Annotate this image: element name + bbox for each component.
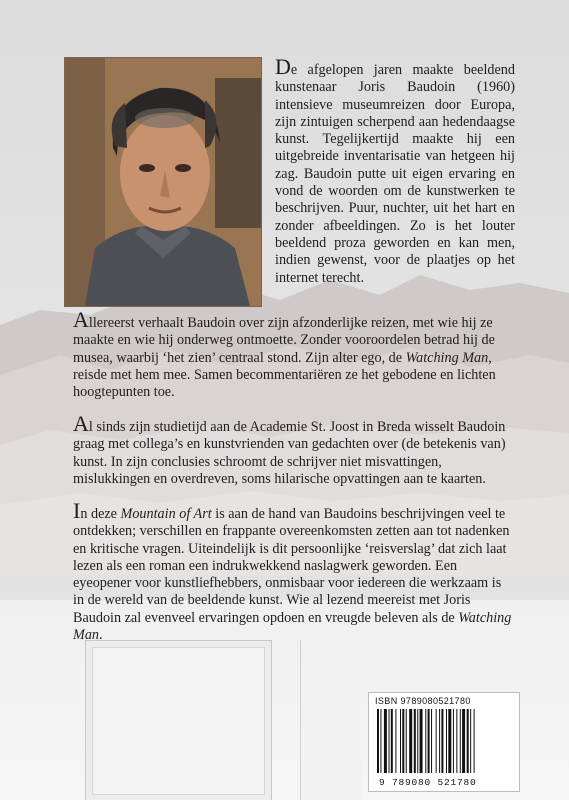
barcode-bar [470,709,471,773]
drop-initial: A [73,307,89,332]
portrait-painting [65,58,261,306]
barcode-bar [467,709,469,773]
isbn-barcode [368,692,520,792]
barcode-bar [448,709,451,773]
barcode-bar [456,709,457,773]
barcode-bar [400,709,401,773]
barcode-bar [446,709,447,773]
barcode-bar [406,709,407,773]
isbn-label: ISBN 9789080521780 [375,696,471,706]
alter-ego-name: Watching Man [73,609,512,644]
barcode-bar [474,709,475,773]
intro-paragraph [275,54,515,287]
barcode-bar [391,709,393,773]
barcode-bar [460,709,461,773]
journeys-paragraph [73,307,513,401]
paragraph-text: , reisde met hem mee. Samen becommentariëren ze het gebodene en lichten hoogtepunten toe. [73,349,496,401]
barcode-bar [409,709,412,773]
paragraph-text: is aan de hand van Baudoins beschrijvingen veel te ontdekken; verschillen en frappante overeenkomsten zetten aan tot nadenken en kritische vragen. Uiteindelijk is dit persoonlijke ‘reisverslag’ dat zich laat lezen als een roman een indrukwekkend naslagwerk geworden. Een eyeopener voor kunstliefhebbers, onmisbaar voor iedereen die werkzaam is in de wereld van de beeldende kunst. Wie al lezend meereist met Joris Baudoin zal evenveel ervaringen opdoen en vreugde beleven als de [73,506,510,626]
paragraph-text: llereerst verhaalt Baudoin over zijn afzonderlijke reizen, met wie hij ze maakte en wie hij onderweg ontmoette. Zonder vooroordelen betrad hij de musea, waarbij ‘het zien’ centraal stond. Zijn alter ego, de [73,315,495,366]
isbn-digits: 9 789080 521780 [379,777,477,788]
barcode-bar [441,709,443,773]
white-door [85,640,272,800]
barcode-bar [395,709,396,773]
barcode-bars [377,709,511,773]
alter-ego-name: Watching Man [405,349,489,366]
barcode-bar [431,709,432,773]
drop-initial: D [275,54,291,79]
barcode-bar [389,709,390,773]
drop-initial: A [73,411,89,436]
barcode-bar [377,709,379,773]
barcode-bar [425,709,426,773]
door-frame [300,640,361,800]
academy-paragraph [73,411,513,488]
paragraph-text: n deze [80,506,121,522]
barcode-bar [417,709,418,773]
barcode-bar [428,709,430,773]
barcode-bar [384,709,387,773]
author-portrait [64,57,262,307]
barcode-bar [380,709,381,773]
barcode-bar [462,709,465,773]
drop-initial: I [73,498,81,523]
barcode-bar [436,709,437,773]
barcode-bar [420,709,423,773]
book-title: Mountain of Art [120,506,212,522]
barcode-bar [402,709,404,773]
paragraph-text: l sinds zijn studietijd aan de Academie St. Joost in Breda wisselt Baudoin graag met collega’s en kunstvrienden van gedachten over (de betekenis van) kunst. In zijn conclusies schroomt de schrijver niet misvattingen, mislukkingen en overdreven, soms hilarische opvattingen aan te kaarten. [73,419,506,487]
paragraph-text: e afgelopen jaren maakte beeldend kunstenaar Joris Baudoin (1960) intensieve museumreizen door Europa, zijn zintuigen scherpend aan hedendaagse kunst. Tegelijkertijd maakte hij een uitgebreide inventarisatie van hetgeen hij zag. Baudoin putte uit eigen ervaring en vond de woorden om de kunstwerken te beschrijven. Puur, nuchter, uit het hart en zonder afbeeldingen. Zo is het louter beeldend proza geworden en kan men, indien gewenst, voor de plaatjes op het internet terecht. [275,62,515,286]
summary-paragraph [73,498,513,644]
barcode-bar [453,709,454,773]
barcode-bar [414,709,416,773]
paragraph-text: . [99,627,103,644]
barcode-bar [439,709,440,773]
